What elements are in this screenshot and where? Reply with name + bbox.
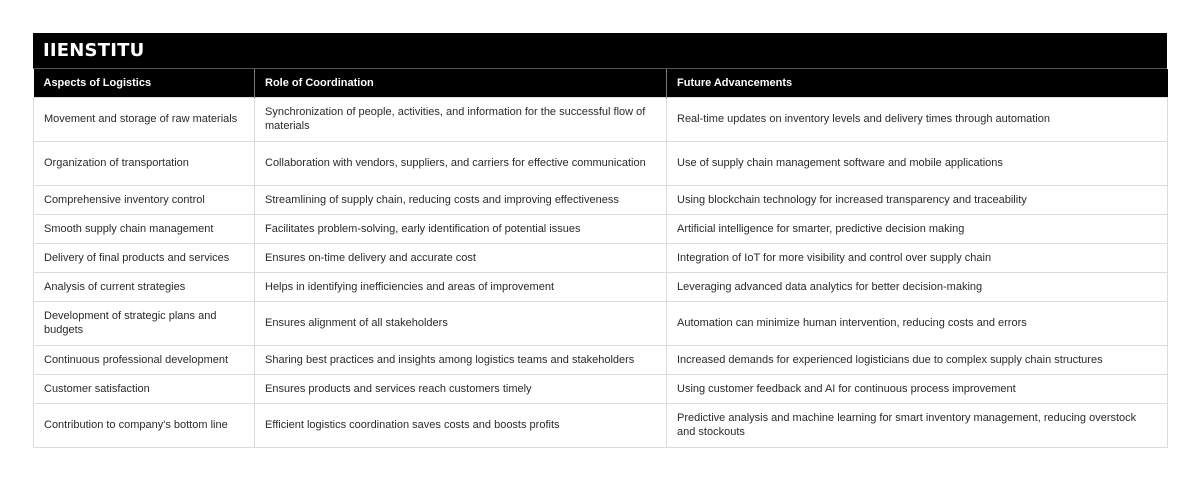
cell-aspect: Delivery of final products and services — [34, 243, 255, 272]
cell-aspect: Customer satisfaction — [34, 374, 255, 403]
table-row — [34, 403, 1168, 447]
table-row — [34, 243, 1168, 272]
cell-future: Integration of IoT for more visibility and control over supply chain — [667, 243, 1168, 272]
cell-role: Ensures on-time delivery and accurate cost — [255, 243, 667, 272]
table-row — [34, 272, 1168, 301]
cell-aspect: Contribution to company's bottom line — [34, 403, 255, 447]
cell-future: Real-time updates on inventory levels and delivery times through automation — [667, 97, 1168, 141]
table-row — [34, 345, 1168, 374]
header-role: Role of Coordination — [255, 69, 667, 97]
table-row — [34, 185, 1168, 214]
cell-aspect: Organization of transportation — [34, 141, 255, 185]
cell-aspect: Development of strategic plans and budgets — [34, 301, 255, 345]
header-future: Future Advancements — [667, 69, 1168, 97]
cell-aspect: Movement and storage of raw materials — [34, 97, 255, 141]
table-row — [34, 301, 1168, 345]
cell-role: Facilitates problem-solving, early identification of potential issues — [255, 214, 667, 243]
header-aspects: Aspects of Logistics — [34, 69, 255, 97]
cell-future: Using blockchain technology for increased transparency and traceability — [667, 185, 1168, 214]
cell-aspect: Analysis of current strategies — [34, 272, 255, 301]
cell-aspect: Continuous professional development — [34, 345, 255, 374]
table-row — [34, 214, 1168, 243]
cell-aspect: Smooth supply chain management — [34, 214, 255, 243]
cell-role: Helps in identifying inefficiencies and areas of improvement — [255, 272, 667, 301]
table-header-row — [34, 69, 1168, 97]
cell-future: Leveraging advanced data analytics for better decision-making — [667, 272, 1168, 301]
cell-role: Efficient logistics coordination saves costs and boosts profits — [255, 403, 667, 447]
cell-role: Streamlining of supply chain, reducing costs and improving effectiveness — [255, 185, 667, 214]
cell-future: Use of supply chain management software and mobile applications — [667, 141, 1168, 185]
cell-role: Collaboration with vendors, suppliers, and carriers for effective communication — [255, 141, 667, 185]
cell-role: Synchronization of people, activities, and information for the successful flow of materials — [255, 97, 667, 141]
brand-title: IIENSTITU — [33, 33, 1167, 69]
table-row — [34, 374, 1168, 403]
cell-role: Ensures alignment of all stakeholders — [255, 301, 667, 345]
table-row — [34, 97, 1168, 141]
cell-future: Automation can minimize human intervention, reducing costs and errors — [667, 301, 1168, 345]
cell-future: Using customer feedback and AI for continuous process improvement — [667, 374, 1168, 403]
cell-future: Increased demands for experienced logisticians due to complex supply chain structures — [667, 345, 1168, 374]
cell-aspect: Comprehensive inventory control — [34, 185, 255, 214]
cell-future: Artificial intelligence for smarter, predictive decision making — [667, 214, 1168, 243]
logistics-table — [33, 69, 1168, 448]
logistics-table-container — [33, 33, 1167, 448]
table-row — [34, 141, 1168, 185]
cell-role: Sharing best practices and insights among logistics teams and stakeholders — [255, 345, 667, 374]
cell-role: Ensures products and services reach customers timely — [255, 374, 667, 403]
cell-future: Predictive analysis and machine learning for smart inventory management, reducing overstock and stockouts — [667, 403, 1168, 447]
